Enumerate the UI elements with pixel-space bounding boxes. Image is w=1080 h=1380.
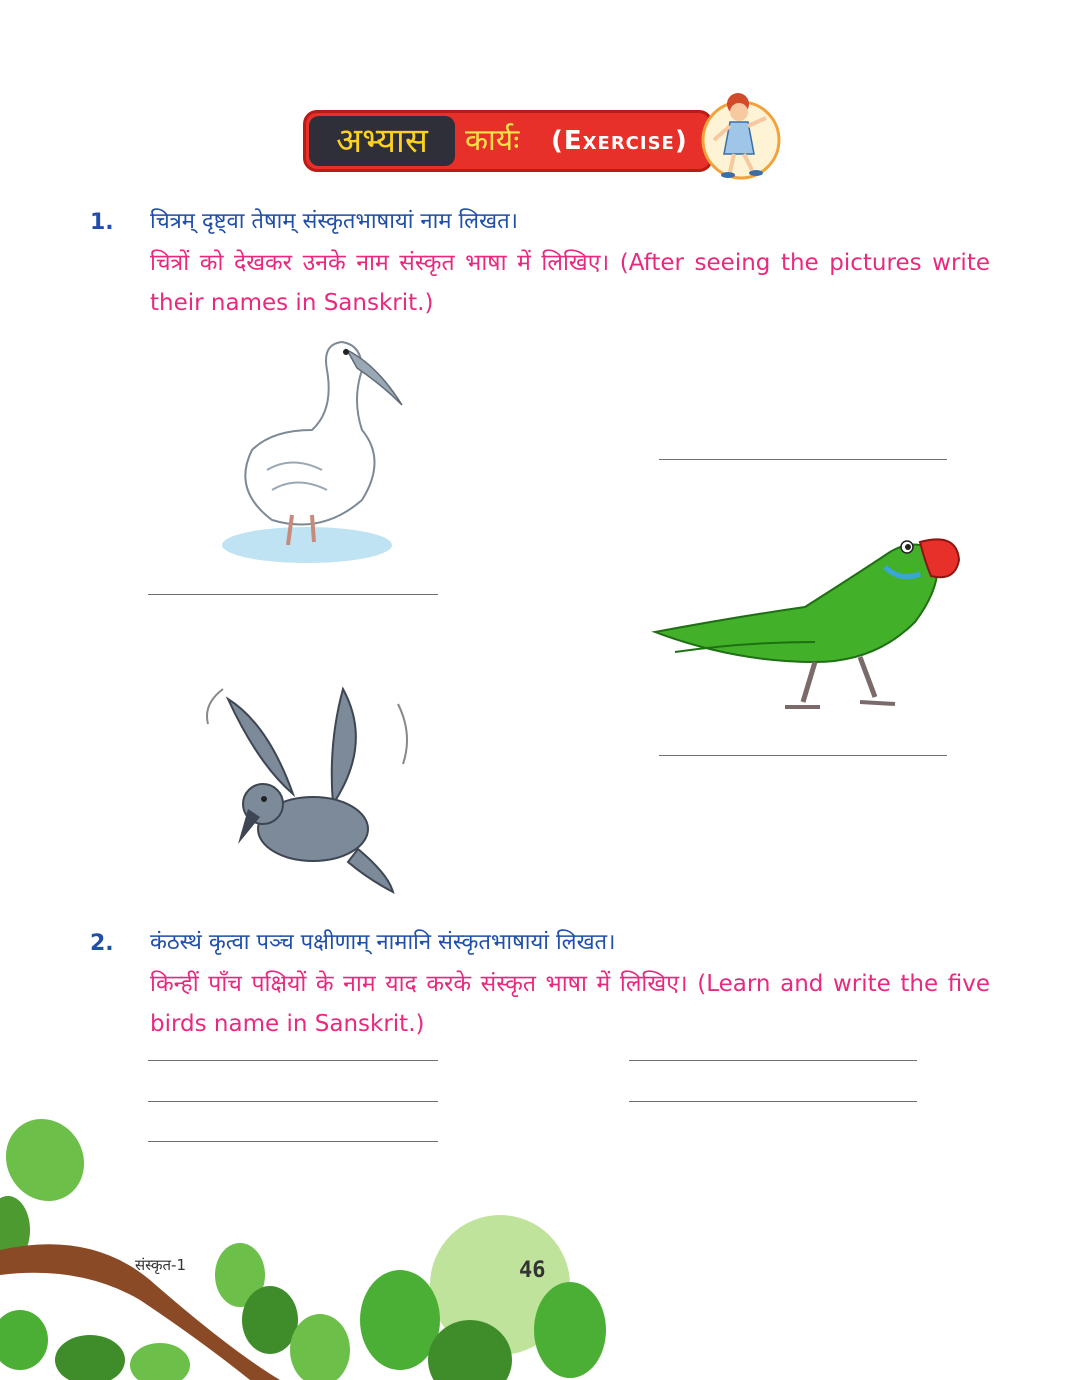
girl-mascot-icon (700, 88, 782, 184)
banner-title-exercise: (Exercise) (551, 126, 688, 156)
answer-line-2[interactable] (659, 755, 947, 756)
crow-icon (198, 684, 420, 896)
question-1-number: 1. (90, 210, 114, 235)
banner-title-abhyas: अभ्यास (309, 116, 455, 166)
answer-line-5[interactable] (148, 1101, 438, 1102)
answer-line-6[interactable] (629, 1101, 917, 1102)
book-label: संस्कृत-1 (135, 1256, 187, 1274)
question-2-sanskrit: कंठस्थं कृत्वा पञ्च पक्षीणाम् नामानि संस्कृतभाषायां लिखत। (150, 930, 616, 955)
question-1-instruction: चित्रों को देखकर उनके नाम संस्कृत भाषा में लिखिए। (After seeing the pictures write their names in Sanskrit.) (150, 250, 990, 316)
question-2-instruction: किन्हीं पाँच पक्षियों के नाम याद करके संस्कृत भाषा में लिखिए। (Learn and write the five birds name in Sanskrit.) (150, 971, 990, 1037)
exercise-banner (303, 110, 723, 174)
answer-line-1[interactable] (659, 459, 947, 460)
leaf-decoration-icon (0, 1110, 620, 1380)
pelican-icon (212, 330, 412, 575)
page-number: 46 (519, 1258, 546, 1283)
question-1-sanskrit: चित्रम् दृष्ट्वा तेषाम् संस्कृतभाषायां नाम लिखत। (150, 209, 518, 234)
parrot-icon (645, 512, 965, 724)
banner-title-karya: कार्यः (465, 123, 520, 158)
answer-line-4[interactable] (629, 1060, 917, 1061)
question-2-number: 2. (90, 931, 114, 956)
answer-line-pelican[interactable] (148, 594, 438, 595)
answer-line-3[interactable] (148, 1060, 438, 1061)
